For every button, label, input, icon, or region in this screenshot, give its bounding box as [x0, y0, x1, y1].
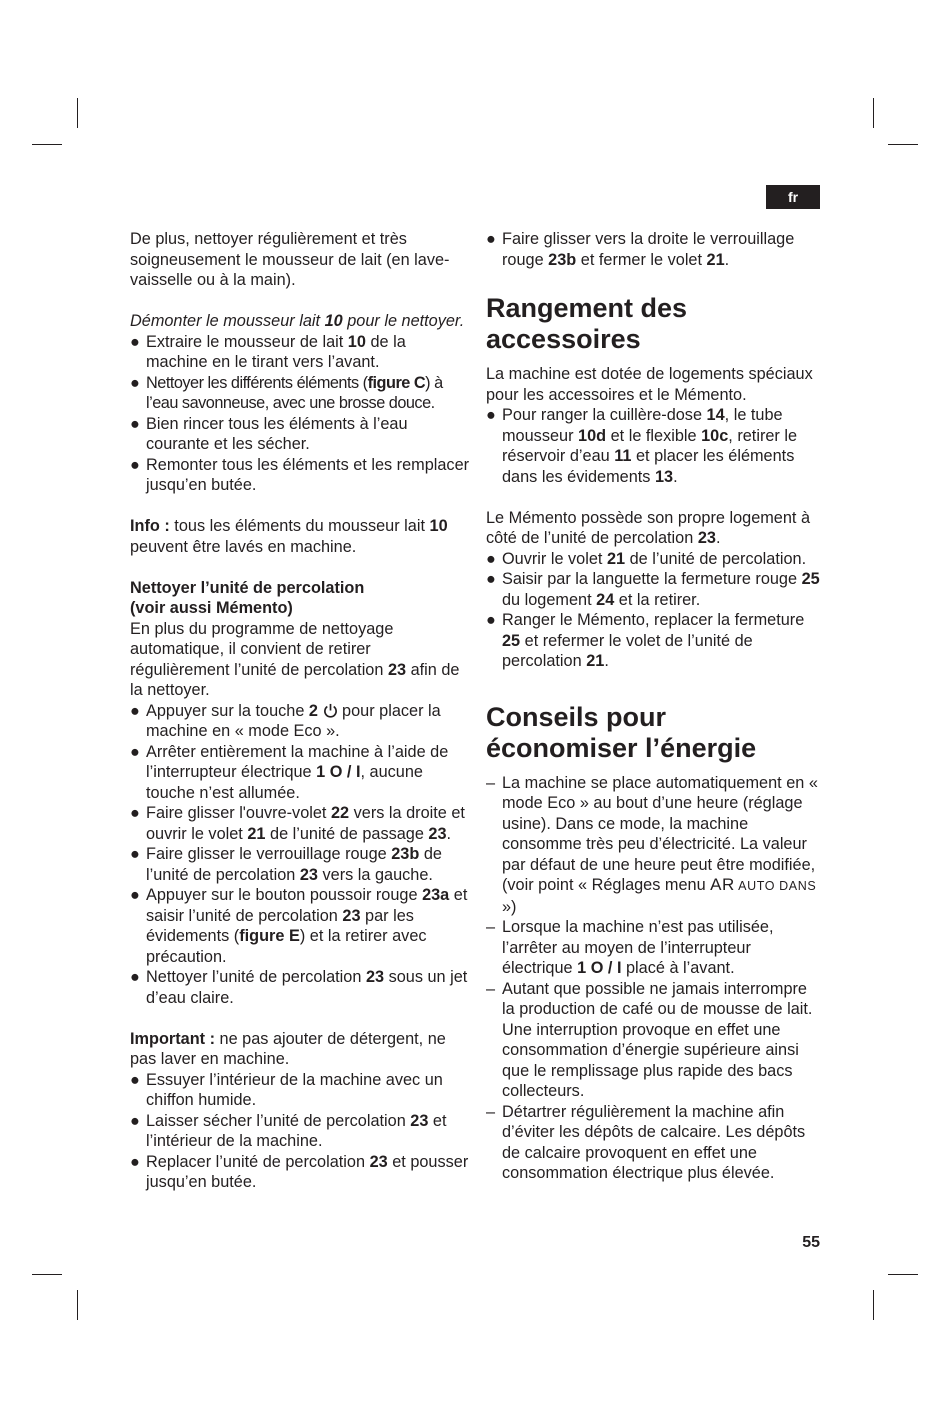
- crop-mark-bottom-right-h: [888, 1274, 918, 1275]
- intro-paragraph: De plus, nettoyer régulièrement et très soigneusement le mousseur de lait (en lave-vaisselle ou à la main).: [130, 230, 450, 289]
- right-column: [486, 229, 824, 1184]
- clean-intro: En plus du programme de nettoyage automatique, il convient de retirer régulièrement l’unité de percolation 23 afin de la nettoyer.: [130, 619, 460, 699]
- left-column: [130, 229, 470, 1193]
- info-note: Info : tous les éléments du mousseur lait 10 peuvent être lavés en machine.: [130, 517, 448, 556]
- list-item: ● Remonter tous les éléments et les remplacer jusqu’en butée.: [130, 455, 470, 494]
- list-item: ● Nettoyer les différents éléments (figure C) à l’eau savonneuse, avec une brosse douce.: [130, 373, 443, 412]
- list-item: – La machine se place automatiquement en « mode Eco » au bout d’une heure (réglage usine). Dans ce mode, la machine consomme très peu d’électricité. La valeur par défaut de une heure peut être modifiée, (voir point « Réglages menu AR AUTO DANS »): [486, 773, 818, 916]
- list-item: ● Faire glisser l'ouvre-volet 22 vers la droite et ouvrir le volet 21 de l’unité de passage 23.: [130, 804, 465, 843]
- list-item: ● Arrêter entièrement la machine à l’aide de l’interrupteur électrique 1 O / I, aucune touche n’est allumée.: [130, 742, 449, 802]
- section-heading-storage: Rangement des accessoires: [486, 293, 688, 354]
- power-icon: [323, 703, 338, 718]
- list-item: – Autant que possible ne jamais interrompre la production de café ou de mousse de lait. Une interruption provoque en effet une consommation d’énergie supérieure ainsi que le remplissage plus rapide des bacs collecteurs.: [486, 979, 813, 1100]
- list-item: ● Faire glisser le verrouillage rouge 23b de l’unité de percolation 23 vers la gauche.: [130, 845, 442, 884]
- list-item: ● Bien rincer tous les éléments à l’eau courante et les sécher.: [130, 414, 408, 453]
- list-item: ● Pour ranger la cuillère-dose 14, le tube mousseur 10d et le flexible 10c, retirer le réservoir d’eau 11 et placer les éléments dans les évidements 13.: [486, 406, 798, 486]
- crop-mark-bottom-left-v: [77, 1290, 78, 1320]
- list-item: ● Ranger le Mémento, replacer la fermeture 25 et refermer le volet de l’unité de percolation 21.: [486, 611, 805, 670]
- section-heading-energy: Conseils pour économiser l’énergie: [486, 701, 757, 763]
- list-item: ● Faire glisser vers la droite le verrouillage rouge 23b et fermer le volet 21.: [486, 230, 795, 269]
- section-heading-clean: Nettoyer l’unité de percolation (voir aussi Mémento): [130, 578, 365, 617]
- list-item: ● Laisser sécher l’unité de percolation 23 et l’intérieur de la machine.: [130, 1111, 447, 1150]
- storage-intro: La machine est dotée de logements spéciaux pour les accessoires et le Mémento.: [486, 365, 813, 404]
- list-item: ● Essuyer l’intérieur de la machine avec un chiffon humide.: [130, 1070, 443, 1109]
- menu-code: AR AUTO DANS: [710, 875, 817, 894]
- crop-mark-top-right-v: [873, 98, 874, 128]
- crop-mark-top-left-h: [32, 144, 62, 145]
- crop-mark-top-right-h: [888, 144, 918, 145]
- list-item: ● Appuyer sur le bouton poussoir rouge 23a et saisir l’unité de percolation 23 par les évidements (figure E) et la retirer avec précaution.: [130, 886, 468, 966]
- disassemble-instruction: Démonter le mousseur lait 10 pour le nettoyer.: [130, 312, 465, 330]
- list-item: ● Ouvrir le volet 21 de l’unité de percolation.: [486, 549, 807, 568]
- list-item: – Lorsque la machine n’est pas utilisée, l’arrêter au moyen de l’interrupteur électrique 1 O / I placé à l’avant.: [486, 918, 774, 977]
- list-item: – Détartrer régulièrement la machine afin d’éviter les dépôts de calcaire. Les dépôts de calcaire provoquent en effet une consommation électrique plus élevée.: [486, 1102, 806, 1182]
- list-item: ● Extraire le mousseur de lait 10 de la machine en le tirant vers l’avant.: [130, 332, 406, 371]
- memento-paragraph: Le Mémento possède son propre logement à côté de l’unité de percolation 23.: [486, 508, 811, 547]
- crop-mark-bottom-left-h: [32, 1274, 62, 1275]
- page-number: 55: [802, 1234, 820, 1251]
- list-item: ● Appuyer sur la touche 2 pour placer la machine en « mode Eco ».: [130, 701, 441, 740]
- language-tab: fr: [766, 185, 820, 209]
- crop-mark-top-left-v: [77, 98, 78, 128]
- crop-mark-bottom-right-v: [873, 1290, 874, 1320]
- list-item: ● Replacer l’unité de percolation 23 et pousser jusqu’en butée.: [130, 1152, 469, 1191]
- list-item: ● Nettoyer l’unité de percolation 23 sous un jet d’eau claire.: [130, 968, 468, 1007]
- list-item: ● Saisir par la languette la fermeture rouge 25 du logement 24 et la retirer.: [486, 570, 820, 609]
- important-note: Important : ne pas ajouter de détergent, ne pas laver en machine.: [130, 1029, 446, 1068]
